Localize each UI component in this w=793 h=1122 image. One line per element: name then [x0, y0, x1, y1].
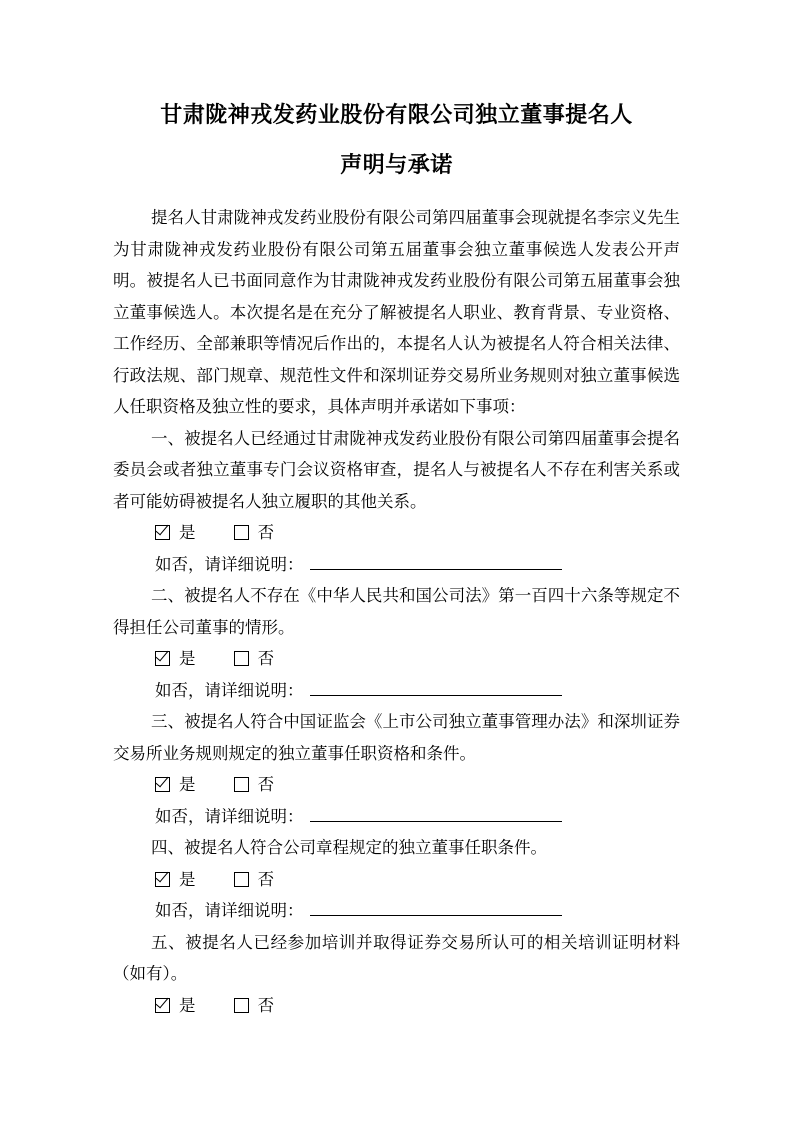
checkbox-row — [113, 864, 680, 896]
no-label: 否 — [257, 869, 275, 889]
explanation-blank-line[interactable] — [310, 552, 562, 570]
no-label: 否 — [257, 649, 275, 668]
checkbox-row — [113, 769, 680, 801]
document-title-line2: 声明与承诺 — [340, 152, 453, 177]
no-checkbox[interactable] — [234, 990, 275, 1022]
checkbox-unchecked-icon — [234, 872, 249, 887]
checkbox-checked-icon — [155, 998, 170, 1013]
declaration-item — [113, 706, 680, 832]
no-checkbox[interactable] — [234, 517, 275, 549]
declaration-item — [113, 423, 680, 581]
no-label: 否 — [257, 995, 275, 1015]
item-text: 五、被提名人已经参加培训并取得证券交易所认可的相关培训证明材料（如有）。 — [113, 932, 680, 983]
explain-row — [113, 549, 680, 581]
declaration-items — [113, 423, 680, 1022]
checkbox-unchecked-icon — [234, 777, 249, 792]
item-text: 三、被提名人符合中国证监会《上市公司独立董事管理办法》和深圳证券交易所业务规则规定的独立董事任职资格和条件。 — [113, 712, 680, 763]
checkbox-row — [113, 643, 680, 675]
checkbox-checked-icon — [155, 777, 170, 792]
explain-label: 如否，请详细说明： — [155, 554, 304, 574]
yes-label: 是 — [179, 649, 196, 668]
explain-row — [113, 895, 680, 927]
explanation-blank-line[interactable] — [310, 898, 562, 916]
yes-label: 是 — [179, 775, 196, 794]
checkbox-unchecked-icon — [234, 525, 249, 540]
explain-label: 如否，请详细说明： — [155, 680, 304, 700]
checkbox-checked-icon — [155, 525, 170, 540]
yes-label: 是 — [179, 995, 196, 1015]
explain-label: 如否，请详细说明： — [155, 901, 304, 920]
no-checkbox[interactable] — [234, 864, 275, 896]
explain-label: 如否，请详细说明： — [155, 806, 304, 826]
declaration-item — [113, 580, 680, 706]
declaration-item — [113, 832, 680, 927]
explanation-blank-line[interactable] — [310, 678, 562, 696]
checkbox-checked-icon — [155, 872, 170, 887]
yes-label: 是 — [179, 869, 196, 889]
no-checkbox[interactable] — [234, 643, 275, 675]
yes-checkbox[interactable] — [155, 643, 196, 675]
document-title-line1: 甘肃陇神戎发药业股份有限公司独立董事提名人 — [160, 102, 633, 127]
item-text: 四、被提名人符合公司章程规定的独立董事任职条件。 — [151, 838, 547, 857]
checkbox-row — [113, 517, 680, 549]
intro-paragraph: 提名人甘肃陇神戎发药业股份有限公司第四届董事会现就提名李宗义先生为甘肃陇神戎发药业股份有限公司第五届董事会独立董事候选人发表公开声明。被提名人已书面同意作为甘肃陇神戎发药业股份有限公司第五届董事会独立董事候选人。本次提名是在充分了解被提名人职业、教育背景、专业资格、工作经历、全部兼职等情况后作出的，本提名人认为被提名人符合相关法律、行政法规、部门规章、规范性文件和深圳证券交易所业务规则对独立董事候选人任职资格及独立性的要求，具体声明并承诺如下事项： — [113, 208, 680, 416]
explain-row — [113, 675, 680, 707]
item-text: 一、被提名人已经通过甘肃陇神戎发药业股份有限公司第四届董事会提名委员会或者独立董事专门会议资格审查，提名人与被提名人不存在利害关系或者可能妨碍被提名人独立履职的其他关系。 — [113, 428, 680, 511]
declaration-item — [113, 927, 680, 1022]
checkbox-unchecked-icon — [234, 651, 249, 666]
yes-checkbox[interactable] — [155, 990, 196, 1022]
no-checkbox[interactable] — [234, 769, 275, 801]
item-text: 二、被提名人不存在《中华人民共和国公司法》第一百四十六条等规定不得担任公司董事的情形。 — [113, 586, 680, 637]
yes-label: 是 — [179, 523, 196, 542]
explain-row — [113, 801, 680, 833]
no-label: 否 — [257, 523, 275, 542]
checkbox-checked-icon — [155, 651, 170, 666]
checkbox-unchecked-icon — [234, 998, 249, 1013]
no-label: 否 — [257, 775, 275, 794]
yes-checkbox[interactable] — [155, 864, 196, 896]
yes-checkbox[interactable] — [155, 769, 196, 801]
explanation-blank-line[interactable] — [310, 804, 562, 822]
yes-checkbox[interactable] — [155, 517, 196, 549]
checkbox-row — [113, 990, 680, 1022]
